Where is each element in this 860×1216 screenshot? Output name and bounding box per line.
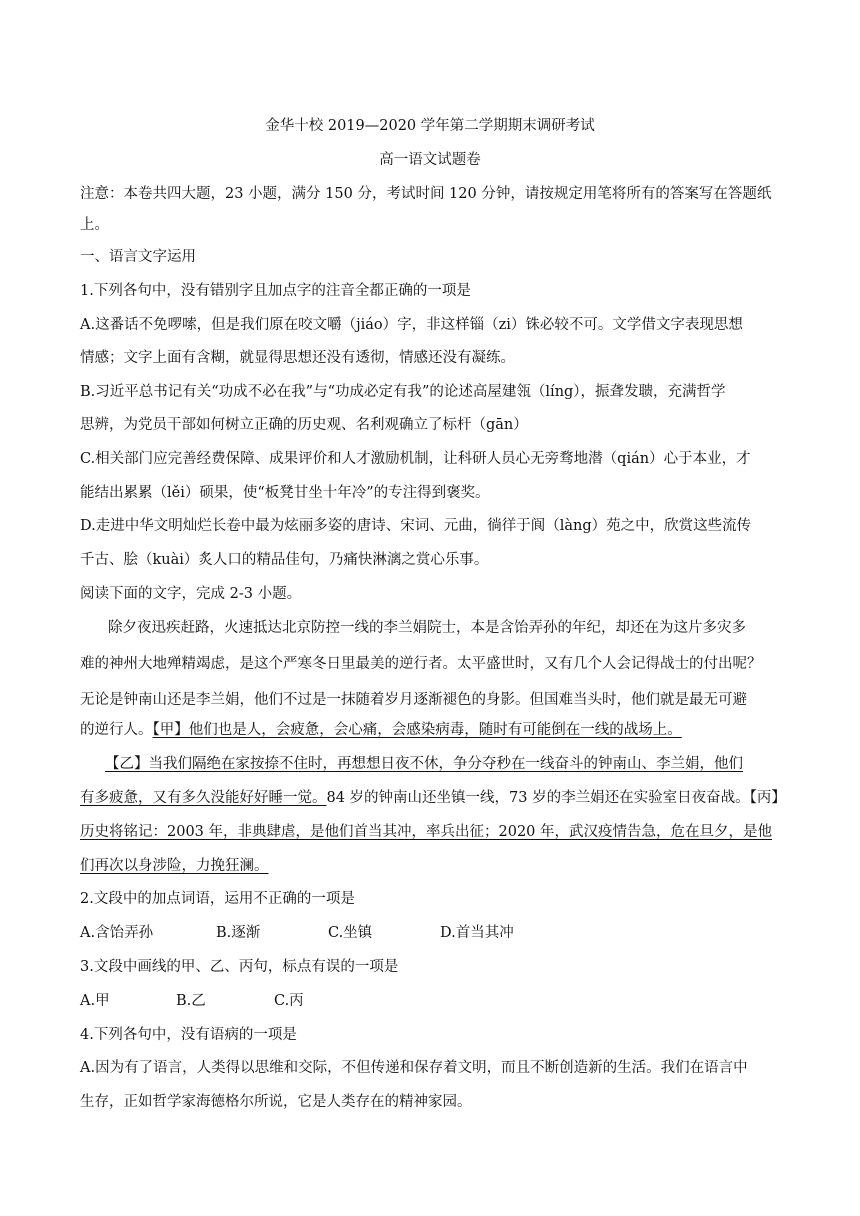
question-stem: 2.文段中的加点词语，运用不正确的一项是 bbox=[80, 891, 355, 907]
exam-subtitle: 高一语文试题卷 bbox=[379, 152, 481, 168]
option-a-line: A.因为有了语言，人类得以思维和交际，不但传递和保存着文明，而且不断创造新的生活。我们在语言中 bbox=[80, 1060, 748, 1076]
passage-line: 无论是钟南山还是李兰娟，他们不过是一抹随着岁月逐渐褪色的身影。但国难当头时，他们就是最无可避 bbox=[80, 692, 747, 708]
section-heading: 一、语言文字运用 bbox=[80, 249, 196, 265]
passage-line bbox=[80, 720, 800, 740]
option: C.坐镇 bbox=[328, 925, 373, 941]
option-d-line: D.走进中华文明灿烂长卷中最为炫丽多姿的唐诗、宋词、元曲，徜徉于阆（làng）苑之中，欣赏这些流传 bbox=[80, 518, 752, 534]
option: C.丙 bbox=[274, 993, 304, 1009]
underlined-sentence-bing: 们再次以身涉险，力挽狂澜。 bbox=[80, 858, 269, 874]
options-row bbox=[80, 991, 800, 1011]
option-a-line: 情感；文字上面有含糊，就显得思想还没有透彻，情感还没有凝练。 bbox=[80, 350, 515, 366]
underlined-sentence-jia: 【甲】他们也是人，会疲惫，会心痛，会感染病毒，随时有可能倒在一线的战场上。 bbox=[152, 722, 682, 738]
notice-line: 注意：本卷共四大题，23 小题，满分 150 分，考试时间 120 分钟，请按规定用笔将所有的答案写在答题纸 bbox=[80, 186, 772, 202]
option: B.逐渐 bbox=[216, 925, 261, 941]
question-stem: 3.文段中画线的甲、乙、丙句，标点有误的一项是 bbox=[80, 959, 399, 975]
option: A.含饴弄孙 bbox=[80, 925, 154, 941]
options-row bbox=[80, 923, 800, 943]
option-b-line: B.习近平总书记有关“功成不必在我”与“功成必定有我”的论述高屋建瓴（líng），振聋发聩，充满哲学 bbox=[80, 384, 726, 400]
passage-line: 除夕夜迅疾赶路，火速抵达北京防控一线的李兰娟院士，本是含饴弄孙的年纪，却还在为这片多灾多 bbox=[108, 620, 746, 636]
question-stem: 1.下列各句中，没有错别字且加点字的注音全都正确的一项是 bbox=[80, 283, 471, 299]
exam-title: 金华十校 2019—2020 学年第二学期期末调研考试 bbox=[265, 118, 595, 134]
question-stem: 4.下列各句中，没有语病的一项是 bbox=[80, 1027, 297, 1043]
option-c-line: 能结出累累（lěi）硕果，使“板凳甘坐十年冷”的专注得到褒奖。 bbox=[80, 485, 490, 501]
passage-line bbox=[80, 788, 800, 808]
option-c-line: C.相关部门应完善经费保障、成果评价和人才激励机制，让科研人员心无旁骛地潜（qián）心于本业，才 bbox=[80, 451, 751, 467]
option-b-line: 思辨，为党员干部如何树立正确的历史观、名利观确立了标杆（gān） bbox=[80, 417, 528, 433]
reading-intro: 阅读下面的文字，完成 2-3 小题。 bbox=[80, 586, 302, 602]
passage-text: 84 岁的钟南山还坐镇一线，73 岁的李兰娟还在实验室日夜奋战。【丙】 bbox=[326, 790, 786, 806]
option-d-line: 千古、脍（kuài）炙人口的精品佳句，乃痛快淋漓之赏心乐事。 bbox=[80, 552, 489, 568]
option-a-line: 生存，正如哲学家海德格尔所说，它是人类存在的精神家园。 bbox=[80, 1094, 472, 1110]
underlined-sentence-yi: 有多疲惫，又有多久没能好好睡一觉。 bbox=[80, 790, 327, 806]
option: B.乙 bbox=[176, 993, 206, 1009]
option-a-line: A.这番话不免啰嗦，但是我们原在咬文嚼（jiáo）字，非这样锱（zi）铢必较不可。文学借文字表现思想 bbox=[80, 317, 743, 333]
option: A.甲 bbox=[80, 993, 110, 1009]
underlined-sentence-yi: 【乙】当我们隔绝在家按捺不住时，再想想日夜不休，争分夺秒在一线奋斗的钟南山、李兰娟，他们 bbox=[105, 756, 743, 772]
passage-line: 难的神州大地殚精竭虑，是这个严寒冬日里最美的逆行者。太平盛世时，又有几个人会记得战士的付出呢？ bbox=[80, 656, 762, 672]
underlined-sentence-bing: 历史将铭记：2003 年，非典肆虐，是他们首当其冲，率兵出征；2020 年，武汉疫情告急，危在旦夕，是他 bbox=[80, 824, 773, 840]
option: D.首当其冲 bbox=[440, 925, 514, 941]
passage-text: 的逆行人。 bbox=[80, 722, 153, 738]
notice-line: 上。 bbox=[80, 217, 109, 233]
